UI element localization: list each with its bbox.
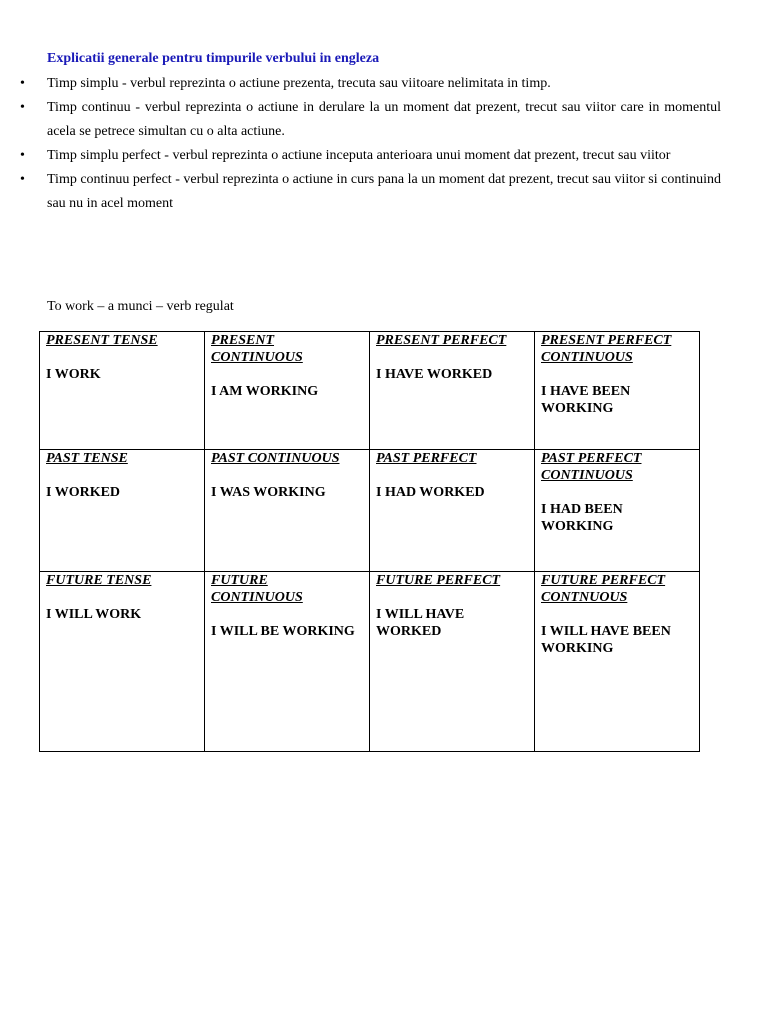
tense-form: I HAD BEEN WORKING — [541, 502, 623, 534]
tense-name: FUTURE TENSE — [46, 573, 152, 588]
table-cell — [535, 450, 700, 572]
tense-name: FUTURE PERFECT CONTNUOUS — [541, 573, 666, 605]
table-cell — [40, 450, 205, 572]
table-row — [40, 572, 700, 752]
document-heading: Explicatii generale pentru timpurile verbului in engleza — [47, 51, 380, 66]
tense-form: I WORKED — [46, 485, 121, 500]
table-cell — [40, 332, 205, 450]
tense-form: I HAVE WORKED — [376, 367, 493, 382]
tense-form: I WILL BE WORKING — [211, 624, 355, 639]
table-row — [40, 332, 700, 450]
table-cell — [205, 572, 370, 752]
tense-name: PAST TENSE — [46, 451, 128, 466]
tense-form: I AM WORKING — [211, 384, 319, 399]
table-cell — [370, 332, 535, 450]
tense-name: PRESENT PERFECT — [376, 333, 507, 348]
tense-name: FUTURE PERFECT — [376, 573, 501, 588]
tense-name: PAST PERFECT CONTINUOUS — [541, 451, 642, 483]
verb-intro-line: To work – a munci – verb regulat — [47, 299, 234, 314]
tense-form: I HAVE BEEN WORKING — [541, 384, 631, 416]
tense-form: I WILL WORK — [46, 607, 142, 622]
tense-name: PRESENT PERFECT CONTINUOUS — [541, 333, 672, 365]
table-cell — [370, 450, 535, 572]
tense-form: I WORK — [46, 367, 101, 382]
tense-form: I WAS WORKING — [211, 485, 326, 500]
verb-tense-table — [39, 331, 700, 752]
tense-name: PAST PERFECT — [376, 451, 477, 466]
bullet-item: • Timp simplu - verbul reprezinta o actiune prezenta, trecuta sau viitoare nelimitata in timp. — [0, 72, 721, 96]
tense-form: I WILL HAVE BEEN WORKING — [541, 624, 671, 656]
table-cell — [205, 450, 370, 572]
table-cell — [535, 572, 700, 752]
tense-name: FUTURE CONTINUOUS — [211, 573, 303, 605]
table-cell — [40, 572, 205, 752]
tense-name: PRESENT CONTINUOUS — [211, 333, 303, 365]
tense-name: PRESENT TENSE — [46, 333, 158, 348]
bullet-item: • Timp continuu perfect - verbul reprezinta o actiune in curs pana la un moment dat prezent, trecut sau viitor si continuind sau nu in acel moment — [0, 168, 721, 216]
table-row — [40, 450, 700, 572]
table-cell — [205, 332, 370, 450]
tense-form: I HAD WORKED — [376, 485, 485, 500]
bullet-list — [0, 72, 768, 216]
table-cell — [370, 572, 535, 752]
tense-name: PAST CONTINUOUS — [211, 451, 340, 466]
table-cell — [535, 332, 700, 450]
bullet-item: • Timp simplu perfect - verbul reprezinta o actiune inceputa anterioara unui moment dat prezent, trecut sau viitor — [0, 144, 721, 168]
tense-form: I WILL HAVE WORKED — [376, 607, 465, 639]
bullet-item: • Timp continuu - verbul reprezinta o actiune in derulare la un moment dat prezent, trecut sau viitor care in momentul acela se petrece simultan cu o alta actiune. — [0, 96, 721, 144]
